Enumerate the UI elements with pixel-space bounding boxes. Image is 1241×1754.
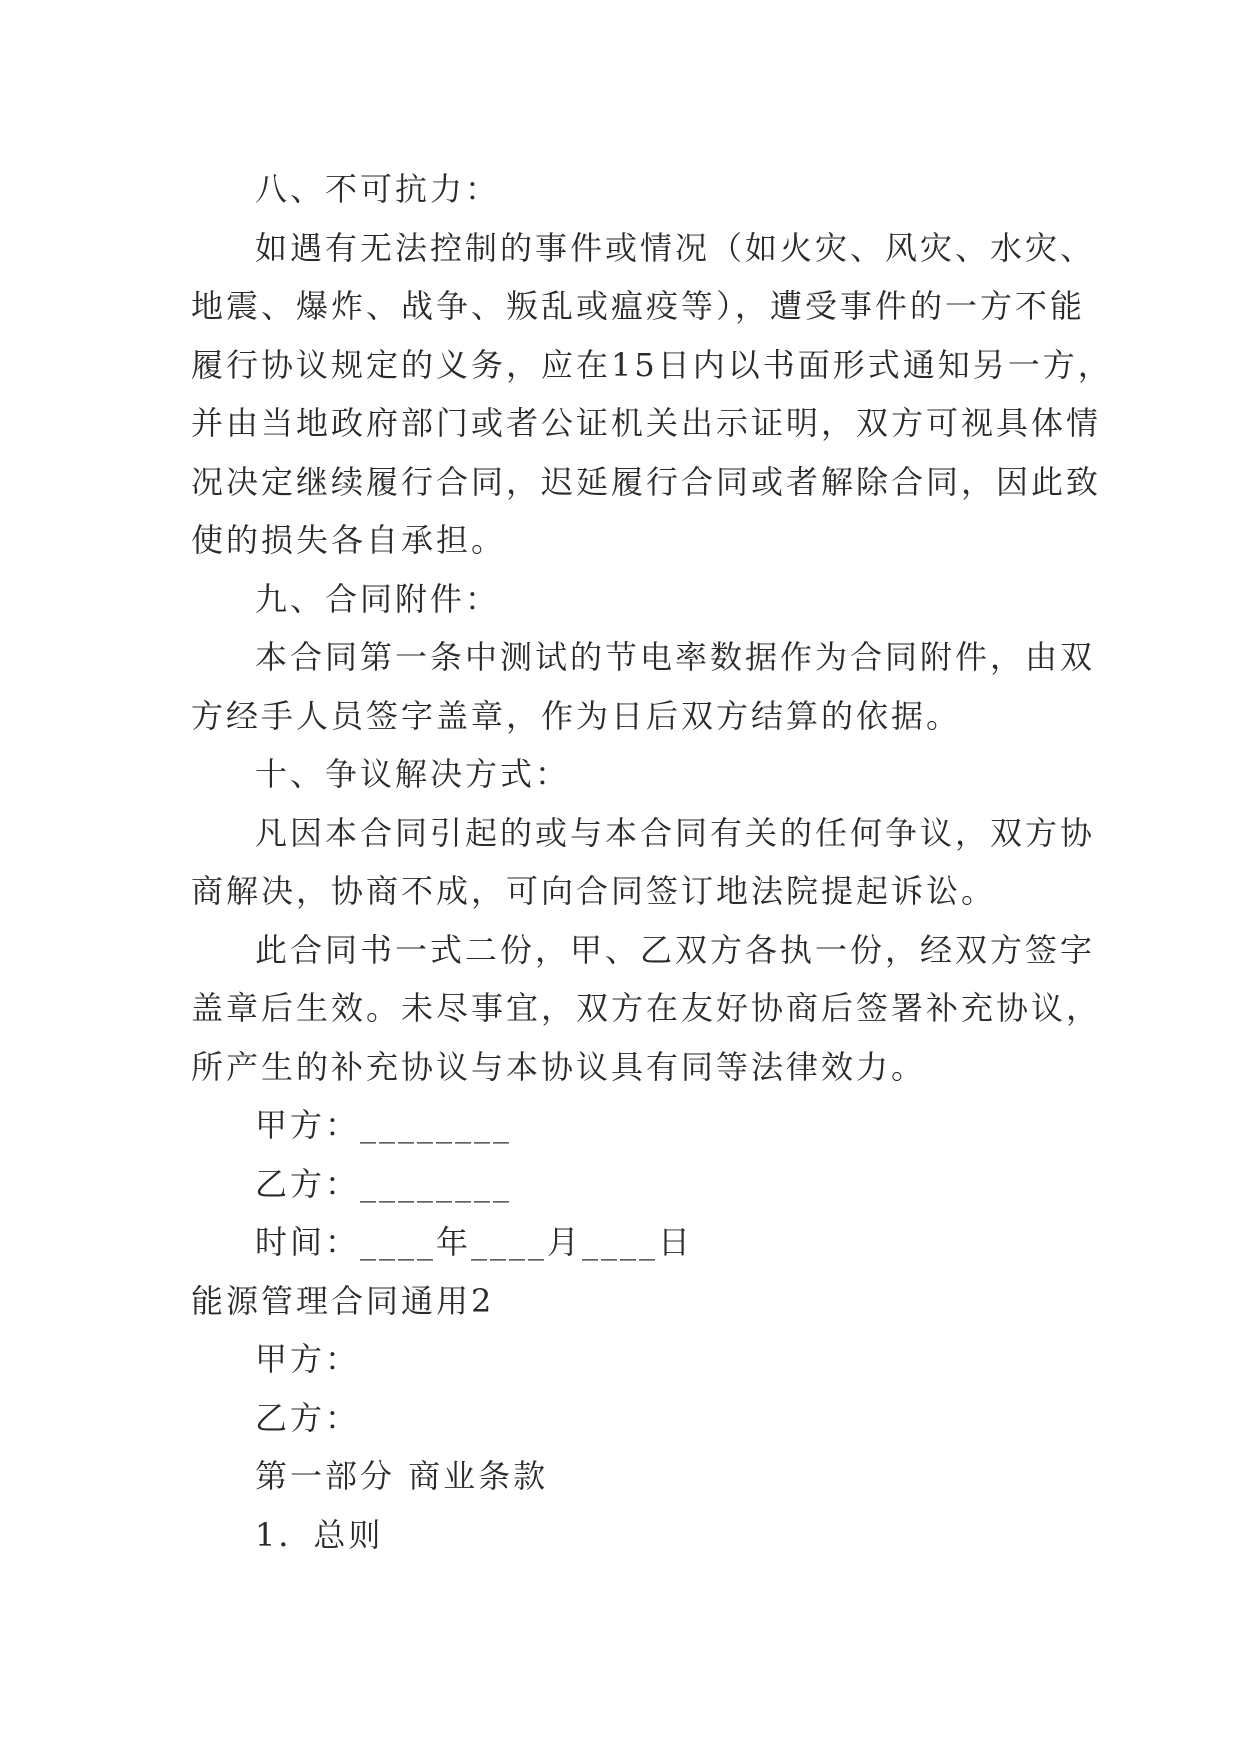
paragraph-line: 凡因本合同引起的或与本合同有关的任何争议，双方协 (255, 813, 1096, 852)
document-body (191, 160, 1113, 1564)
paragraph-line: 盖章后生效。未尽事宜，双方在友好协商后签署补充协议， (191, 989, 1102, 1027)
signature-date: 时间：____年____月____日 (255, 1223, 694, 1261)
paragraph-line: 所产生的补充协议与本协议具有同等法律效力。 (191, 1047, 927, 1086)
paragraph-line: 地震、爆炸、战争、叛乱或瘟疫等），遭受事件的一方不能 (191, 287, 1086, 325)
part-heading: 第一部分 商业条款 (255, 1457, 549, 1495)
paragraph-line: 况决定继续履行合同，迟延履行合同或者解除合同，因此致 (191, 462, 1102, 501)
paragraph-line: 方经手人员签字盖章，作为日后双方结算的依据。 (191, 696, 962, 735)
party-b-label: 乙方： (255, 1398, 361, 1437)
paragraph-line: 并由当地政府部门或者公证机关出示证明，双方可视具体情 (191, 404, 1102, 442)
paragraph-line: 如遇有无法控制的事件或情况（如火灾、风灾、水灾、 (255, 228, 1096, 267)
section-heading-force-majeure: 八、不可抗力： (255, 170, 501, 208)
paragraph-line: 使的损失各自承担。 (191, 521, 507, 559)
paragraph-line: 商解决，协商不成，可向合同签订地法院提起诉讼。 (191, 872, 997, 910)
document-title: 能源管理合同通用2 (191, 1281, 495, 1320)
paragraph-line: 本合同第一条中测试的节电率数据作为合同附件，由双 (255, 638, 1096, 676)
paragraph-line: 履行协议规定的义务，应在15日内以书面形式通知另一方， (191, 345, 1113, 384)
signature-party-b: 乙方：________ (255, 1164, 513, 1203)
section-heading-attachments: 九、合同附件： (255, 579, 501, 618)
party-a-label: 甲方： (255, 1340, 361, 1378)
signature-party-a: 甲方：________ (255, 1106, 513, 1144)
paragraph-line: 此合同书一式二份，甲、乙双方各执一份，经双方签字 (255, 930, 1096, 969)
section-heading-dispute-resolution: 十、争议解决方式： (255, 755, 571, 793)
clause-heading: 1．总则 (255, 1515, 384, 1554)
